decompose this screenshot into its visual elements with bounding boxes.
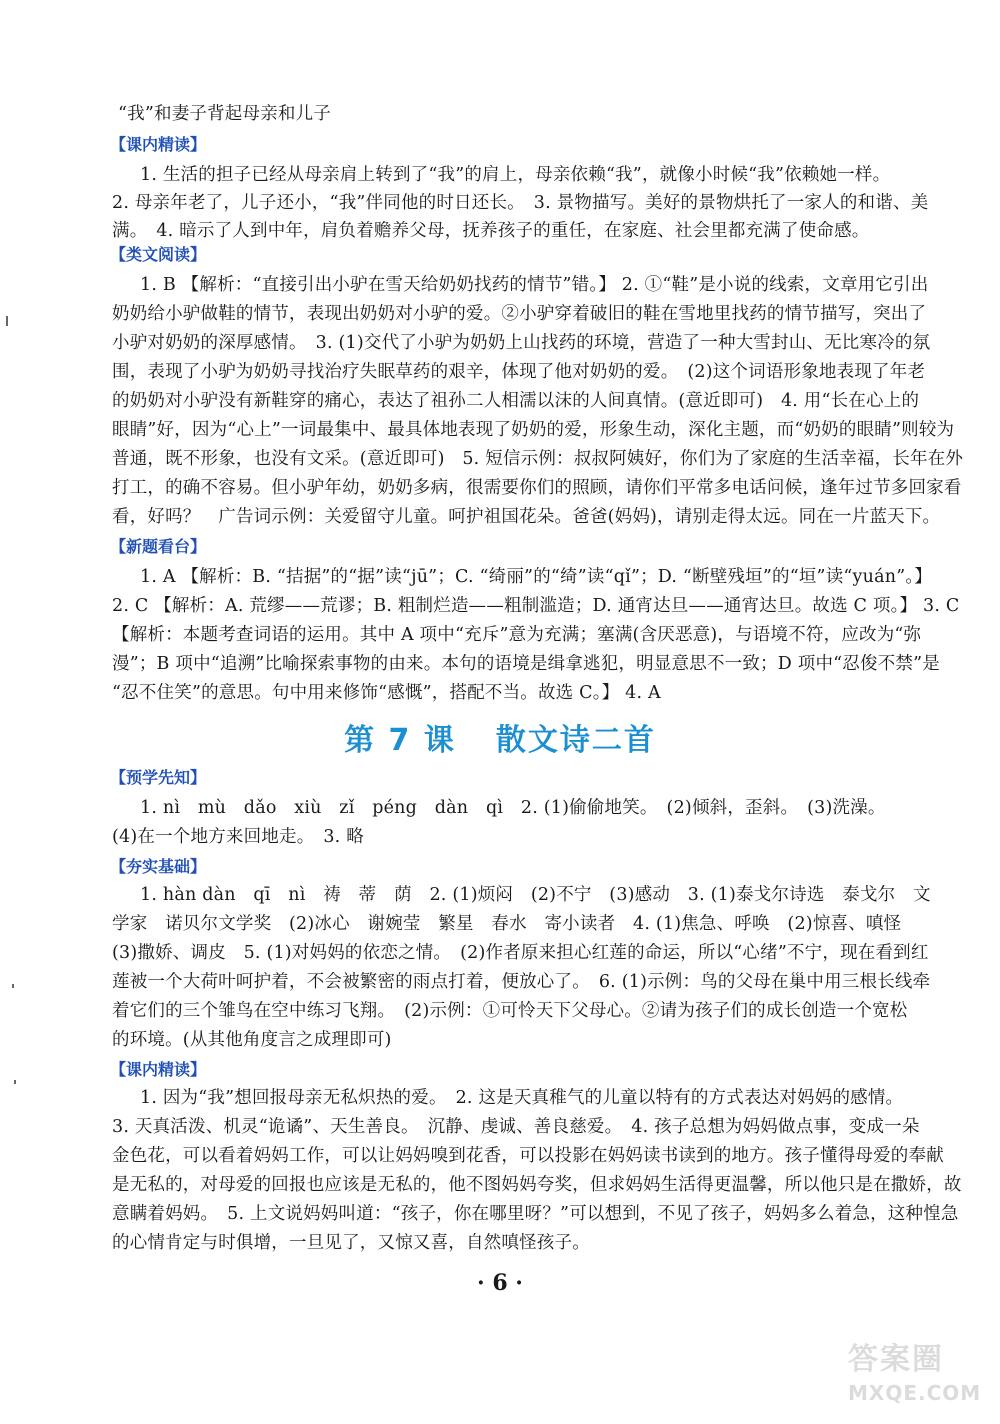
top-line: “我”和妻子背起母亲和儿子 — [118, 104, 331, 124]
text-line: 1. A 【解析：B. “拮据”的“据”读“jū”；C. “绮丽”的“绮”读“qǐ”；D. “断壁残垣”的“垣”读“yuán”。】 — [140, 567, 933, 587]
text-line: 小驴对奶奶的深厚感情。 3. (1)交代了小驴为奶奶上山找药的环境，营造了一种大雪封山、无比寒冷的氛 — [112, 333, 931, 353]
watermark-url: MXQE.COM — [848, 1381, 982, 1405]
watermark-logo — [848, 1340, 982, 1420]
text-line: 莲被一个大荷叶呵护着，不会被繁密的雨点打着，便放心了。 6. (1)示例：鸟的父母在巢中用三根长线牵 — [112, 972, 931, 992]
text-line: 1. 生活的担子已经从母亲肩上转到了“我”的肩上，母亲依赖“我”，就像小时候“我”依赖她一样。 — [140, 165, 891, 185]
scan-mark — [6, 316, 8, 326]
page-number: · 6 · — [477, 1270, 523, 1296]
text-line: 学家 诺贝尔文学奖 (2)冰心 谢婉莹 繁星 春水 寄小读者 4. (1)焦急、呼唤 (2)惊喜、嗔怪 — [112, 914, 902, 934]
text-line: 2. C 【解析：A. 荒缪——荒谬；B. 粗制烂造——粗制滥造；D. 通宵达旦——通宵达旦。故选 C 项。】 3. C — [112, 596, 960, 616]
text-line: 眼睛”好，因为“心上”一词最集中、最具体地表现了奶奶的爱，形象生动，深化主题，而“奶奶的眼睛”则较为 — [112, 420, 955, 440]
text-line: 金色花，可以看着妈妈工作，可以让妈妈嗅到花香，可以投影在妈妈读书读到的地方。孩子懂得母爱的奉献 — [112, 1146, 944, 1166]
scan-mark — [12, 984, 14, 988]
text-line: 看，好吗？ 广告词示例：关爱留守儿童。呵护祖国花朵。爸爸(妈妈)，请别走得太远。同在一片蓝天下。 — [112, 507, 941, 527]
text-line: 奶奶给小驴做鞋的情节，表现出奶奶对小驴的爱。②小驴穿着破旧的鞋在雪地里找药的情节描写，突出了 — [112, 304, 927, 324]
section-tag-similar-reading: 【类文阅读】 — [110, 245, 207, 264]
lesson-number: 第 7 课 — [344, 723, 456, 758]
text-line: 意瞒着妈妈。 5. 上文说妈妈叫道：“孩子，你在哪里呀？”可以想到，不见了孩子，妈妈多么着急，这种惶急 — [112, 1204, 959, 1224]
section-tag-reading: 【课内精读】 — [110, 135, 207, 154]
lesson-name: 散文诗二首 — [495, 723, 656, 758]
section-tag-preview: 【预学先知】 — [110, 768, 207, 787]
text-line: 【解析：本题考查词语的运用。其中 A 项中“充斥”意为充满；塞满(含厌恶意)，与语境不符，应改为“弥 — [112, 625, 922, 645]
text-line: 的奶奶对小驴没有新鞋穿的痛心，表达了祖孙二人相濡以沫的人间真情。(意近即可) 4. 用“长在心上的 — [112, 391, 920, 411]
section-tag-foundation: 【夯实基础】 — [110, 857, 207, 876]
section-tag-reading-2: 【课内精读】 — [110, 1060, 207, 1079]
text-line: 是无私的，对母爱的回报也应该是无私的，他不图妈妈夸奖，但求妈妈生活得更温馨，所以他只是在撒娇，故 — [112, 1175, 962, 1195]
text-line: 着它们的三个雏鸟在空中练习飞翔。 (2)示例：①可怜天下父母心。②请为孩子们的成长创造一个宽松 — [112, 1001, 908, 1021]
text-line: “忍不住笑”的意思。句中用来修饰“感慨”，搭配不当。故选 C。】 4. A — [112, 683, 661, 703]
text-line: 1. B 【解析：“直接引出小驴在雪天给奶奶找药的情节”错。】 2. ①“鞋”是小说的线索，文章用它引出 — [140, 275, 929, 295]
text-line: 1. nì mù dǎo xiù zǐ péng dàn qì 2. (1)偷偷地笑。 (2)倾斜，歪斜。 (3)洗澡。 — [140, 798, 886, 818]
scan-mark — [14, 1080, 16, 1084]
text-line: 打工，的确不容易。但小驴年幼，奶奶多病，很需要你们的照顾，请你们平常多电话问候，逢年过节多回家看 — [112, 478, 962, 498]
text-line: 普通，既不形象，也没有文采。(意近即可) 5. 短信示例：叔叔阿姨好，你们为了家庭的生活幸福，长年在外 — [112, 449, 964, 469]
text-line: 1. hàn dàn qī nì 祷 蒂 荫 2. (1)烦闷 (2)不宁 (3)感动 3. (1)泰戈尔诗选 泰戈尔 文 — [140, 885, 931, 905]
text-line: 的心情肯定与时俱增，一旦见了，又惊又喜，自然嗔怪孩子。 — [112, 1233, 590, 1253]
text-line: (3)撒娇、调皮 5. (1)对妈妈的依恋之情。 (2)作者原来担心红莲的命运，所以“心绪”不宁，现在看到红 — [112, 943, 929, 963]
text-line: 围，表现了小驴为奶奶寻找治疗失眠草药的艰辛，体现了他对奶奶的爱。 (2)这个词语形象地表现了年老 — [112, 362, 926, 382]
text-line: 1. 因为“我”想回报母亲无私炽热的爱。 2. 这是天真稚气的儿童以特有的方式表达对妈妈的感情。 — [140, 1088, 904, 1108]
text-line: 满。 4. 暗示了人到中年，肩负着赡养父母，抚养孩子的重任，在家庭、社会里都充满了使命感。 — [112, 221, 870, 241]
text-line: 3. 天真活泼、机灵“诡谲”、天生善良。 沉静、虔诚、善良慈爱。 4. 孩子总想为妈妈做点事，变成一朵 — [112, 1117, 920, 1137]
text-line: (4)在一个地方来回地走。 3. 略 — [112, 827, 364, 847]
text-line: 的环境。(从其他角度言之成理即可) — [112, 1030, 392, 1050]
section-tag-new-questions: 【新题看台】 — [110, 537, 207, 556]
text-line: 漫”；B 项中“追溯”比喻探索事物的由来。本句的语境是缉拿逃犯，明显意思不一致；D 项中“忍俊不禁”是 — [112, 654, 940, 674]
text-line: 2. 母亲年老了，儿子还小，“我”伴同他的时日还长。 3. 景物描写。美好的景物烘托了一家人的和谐、美 — [112, 193, 929, 213]
lesson-title — [0, 715, 1000, 759]
watermark-logo-text: 答案圈 — [848, 1342, 944, 1377]
